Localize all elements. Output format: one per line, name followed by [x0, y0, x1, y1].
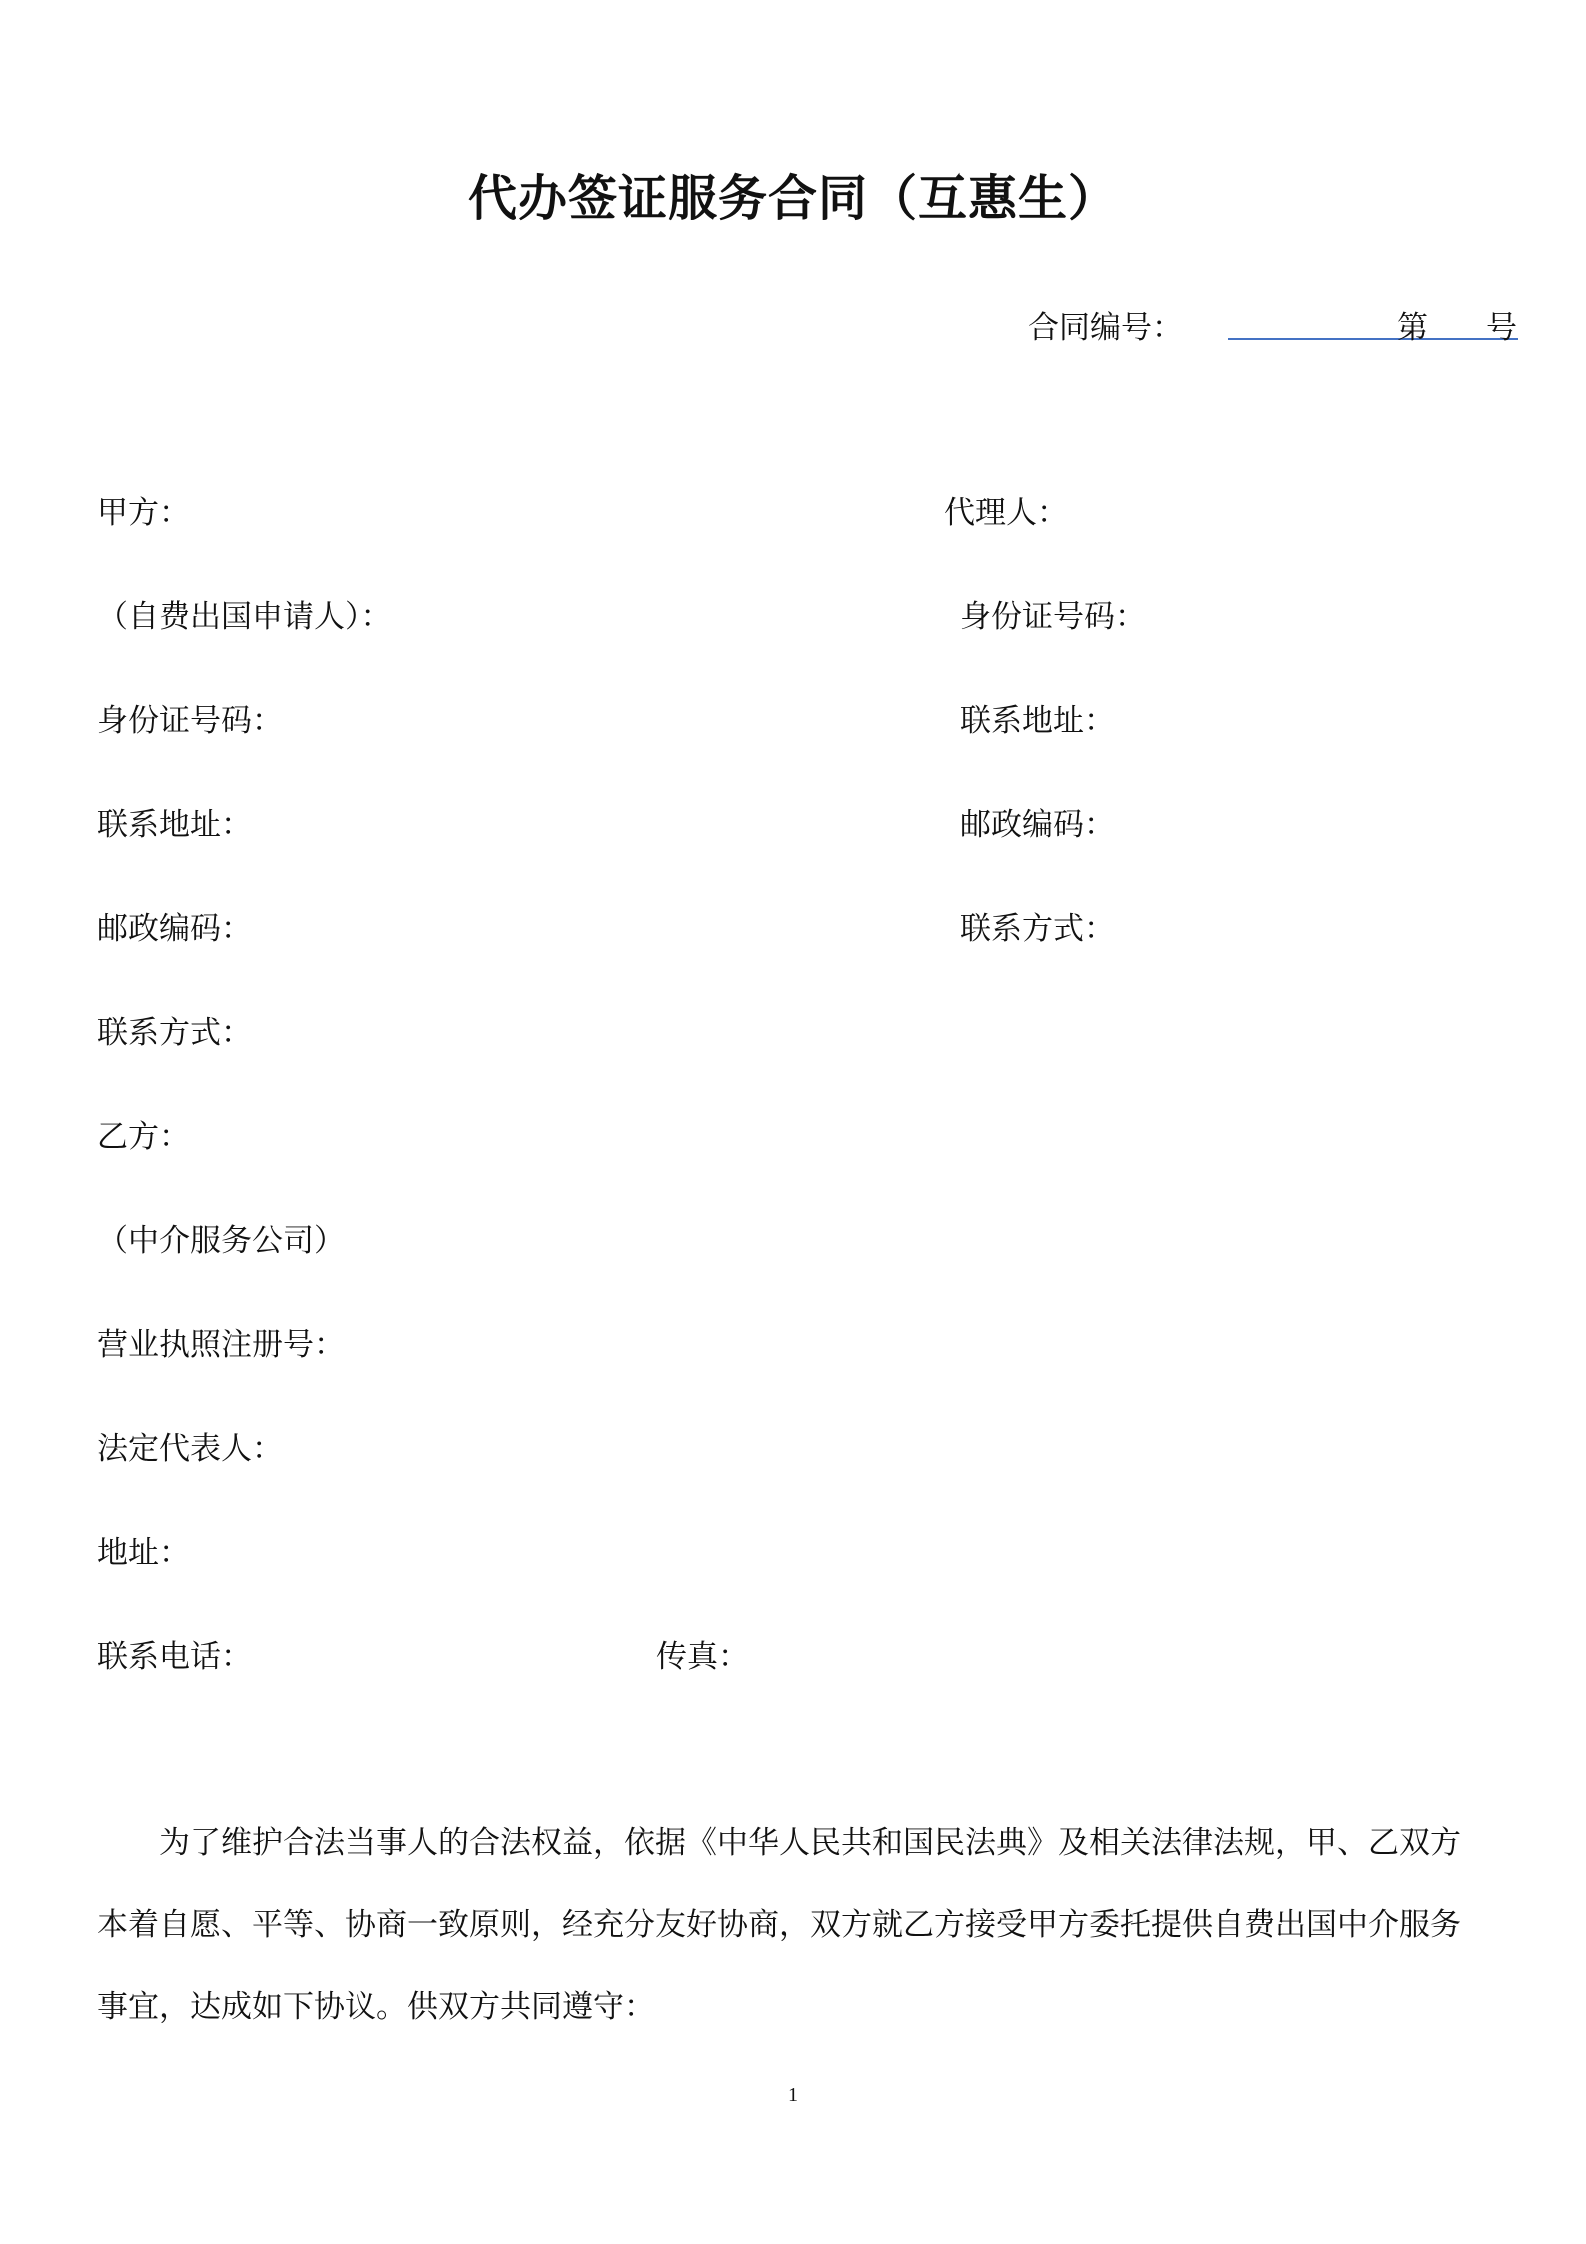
party-b-license-label: 营业执照注册号：	[97, 1327, 345, 1363]
page-number: 1	[788, 2084, 798, 2106]
agent-postal-label: 邮政编码：	[960, 807, 1115, 843]
party-b-phone-label: 联系电话：	[97, 1639, 252, 1675]
party-b-legal-rep-label: 法定代表人：	[97, 1431, 283, 1467]
contract-number-di: 第	[1397, 310, 1428, 346]
agent-label: 代理人：	[944, 495, 1068, 531]
agent-contact-label: 联系方式：	[960, 911, 1115, 947]
contract-number-hao: 号	[1486, 310, 1517, 346]
party-b-company-note: （中介服务公司）	[97, 1223, 345, 1259]
document-title: 代办签证服务合同（互惠生）	[467, 170, 1118, 227]
party-a-address-label: 联系地址：	[97, 807, 252, 843]
party-a-label: 甲方：	[97, 495, 190, 531]
party-b-fax-label: 传真：	[656, 1639, 749, 1675]
party-a-applicant-note: （自费出国申请人）：	[97, 599, 392, 635]
party-b-label: 乙方：	[97, 1119, 190, 1155]
contract-number-blank	[1228, 338, 1518, 340]
contract-number-label: 合同编号：	[1028, 310, 1183, 346]
preamble-line-2: 本着自愿、平等、协商一致原则，经充分友好协商，双方就乙方接受甲方委托提供自费出国中介服务	[97, 1907, 1461, 1943]
party-b-address-label: 地址：	[97, 1535, 190, 1571]
agent-id-label: 身份证号码：	[960, 599, 1146, 635]
party-a-postal-label: 邮政编码：	[97, 911, 252, 947]
agent-address-label: 联系地址：	[960, 703, 1115, 739]
party-a-contact-label: 联系方式：	[97, 1015, 252, 1051]
preamble-line-3: 事宜，达成如下协议。供双方共同遵守：	[97, 1989, 655, 2025]
party-a-id-label: 身份证号码：	[97, 703, 283, 739]
preamble-line-1: 为了维护合法当事人的合法权益，依据《中华人民共和国民法典》及相关法律法规，甲、乙双方	[159, 1825, 1461, 1861]
